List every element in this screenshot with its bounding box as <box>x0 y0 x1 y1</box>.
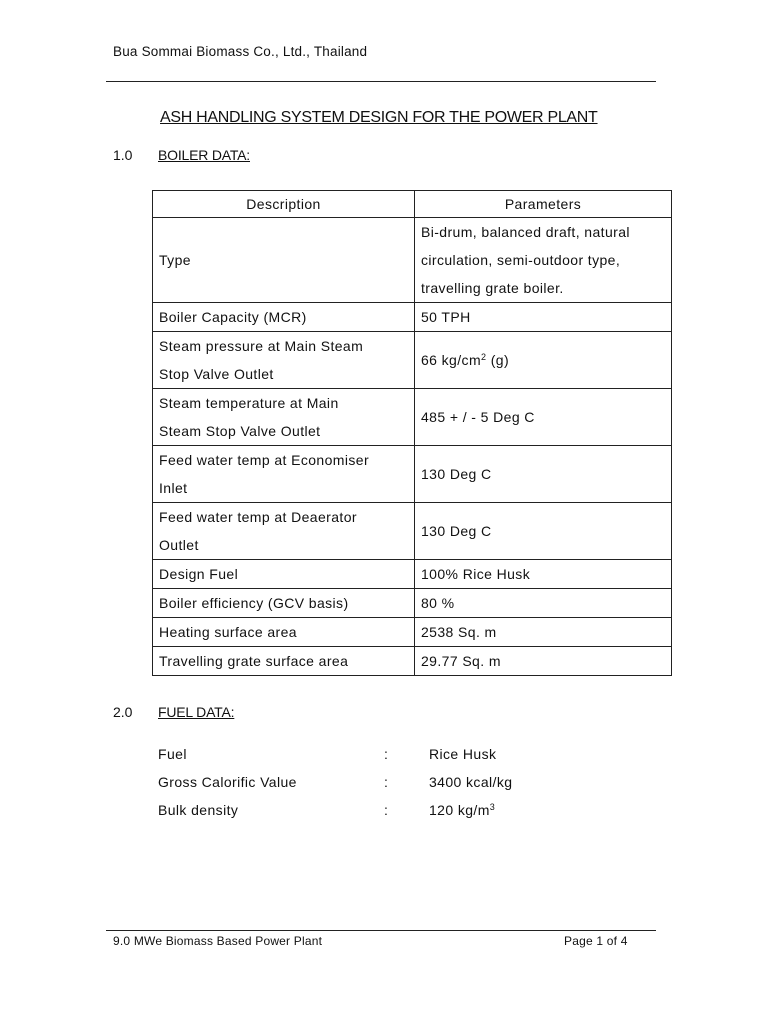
calorific-value: 3400 kcal/kg <box>429 774 513 790</box>
row-desc-steam-pressure: Steam pressure at Main Steam Stop Valve Outlet <box>153 332 415 389</box>
row-param-boiler-efficiency: 80 % <box>415 589 672 618</box>
column-header-parameters: Parameters <box>415 191 672 218</box>
page-number: Page 1 of 4 <box>564 934 628 948</box>
section-1-number: 1.0 <box>113 147 133 163</box>
column-header-description: Description <box>153 191 415 218</box>
row-param-feed-water-economiser: 130 Deg C <box>415 446 672 503</box>
table-row <box>153 389 672 446</box>
document-title: ASH HANDLING SYSTEM DESIGN FOR THE POWER PLANT <box>160 109 598 126</box>
fuel-data-row <box>158 802 578 822</box>
row-desc-steam-temperature: Steam temperature at Main Steam Stop Valve Outlet <box>153 389 415 446</box>
footer-divider <box>106 930 656 931</box>
row-desc-feed-water-economiser: Feed water temp at Economiser Inlet <box>153 446 415 503</box>
header-divider <box>106 81 656 82</box>
row-param-capacity: 50 TPH <box>415 303 672 332</box>
table-row <box>153 218 672 303</box>
row-desc-capacity: Boiler Capacity (MCR) <box>153 303 415 332</box>
row-desc-type: Type <box>153 218 415 303</box>
table-row <box>153 618 672 647</box>
table-row <box>153 503 672 560</box>
row-desc-boiler-efficiency: Boiler efficiency (GCV basis) <box>153 589 415 618</box>
row-param-steam-pressure: 66 $kg/cm^2$ (g) <box>415 332 672 389</box>
bulk-density-value: 120 $kg/m^3$ <box>429 802 496 818</box>
row-param-type: Bi-drum, balanced draft, natural circulation, semi-outdoor type, travelling grate boiler. <box>415 218 672 303</box>
row-param-grate-surface: 29.77 Sq. m <box>415 647 672 676</box>
header-company-name: Bua Sommai Biomass Co., Ltd., Thailand <box>113 44 368 59</box>
table-row <box>153 560 672 589</box>
fuel-value: Rice Husk <box>429 746 497 762</box>
footer-project-name: 9.0 MWe Biomass Based Power Plant <box>113 934 323 948</box>
row-param-design-fuel: 100% Rice Husk <box>415 560 672 589</box>
boiler-data-table <box>152 190 672 676</box>
row-desc-design-fuel: Design Fuel <box>153 560 415 589</box>
fuel-data-row <box>158 746 578 766</box>
fuel-data-row <box>158 774 578 794</box>
row-param-heating-surface: 2538 Sq. m <box>415 618 672 647</box>
row-desc-grate-surface: Travelling grate surface area <box>153 647 415 676</box>
fuel-label: Fuel <box>158 746 187 762</box>
bulk-density-separator: : <box>384 802 389 818</box>
table-row <box>153 303 672 332</box>
fuel-separator: : <box>384 746 389 762</box>
section-2-number: 2.0 <box>113 704 133 720</box>
table-row <box>153 647 672 676</box>
section-1-title: BOILER DATA: <box>158 147 250 163</box>
section-2-title: FUEL DATA: <box>158 704 235 720</box>
table-row <box>153 446 672 503</box>
table-header-row <box>153 191 672 218</box>
row-desc-feed-water-deaerator: Feed water temp at Deaerator Outlet <box>153 503 415 560</box>
calorific-value-label: Gross Calorific Value <box>158 774 297 790</box>
table-row <box>153 332 672 389</box>
table-row <box>153 589 672 618</box>
row-desc-heating-surface: Heating surface area <box>153 618 415 647</box>
bulk-density-label: Bulk density <box>158 802 239 818</box>
row-param-steam-temperature: 485 + / - 5 Deg C <box>415 389 672 446</box>
calorific-value-separator: : <box>384 774 389 790</box>
row-param-feed-water-deaerator: 130 Deg C <box>415 503 672 560</box>
